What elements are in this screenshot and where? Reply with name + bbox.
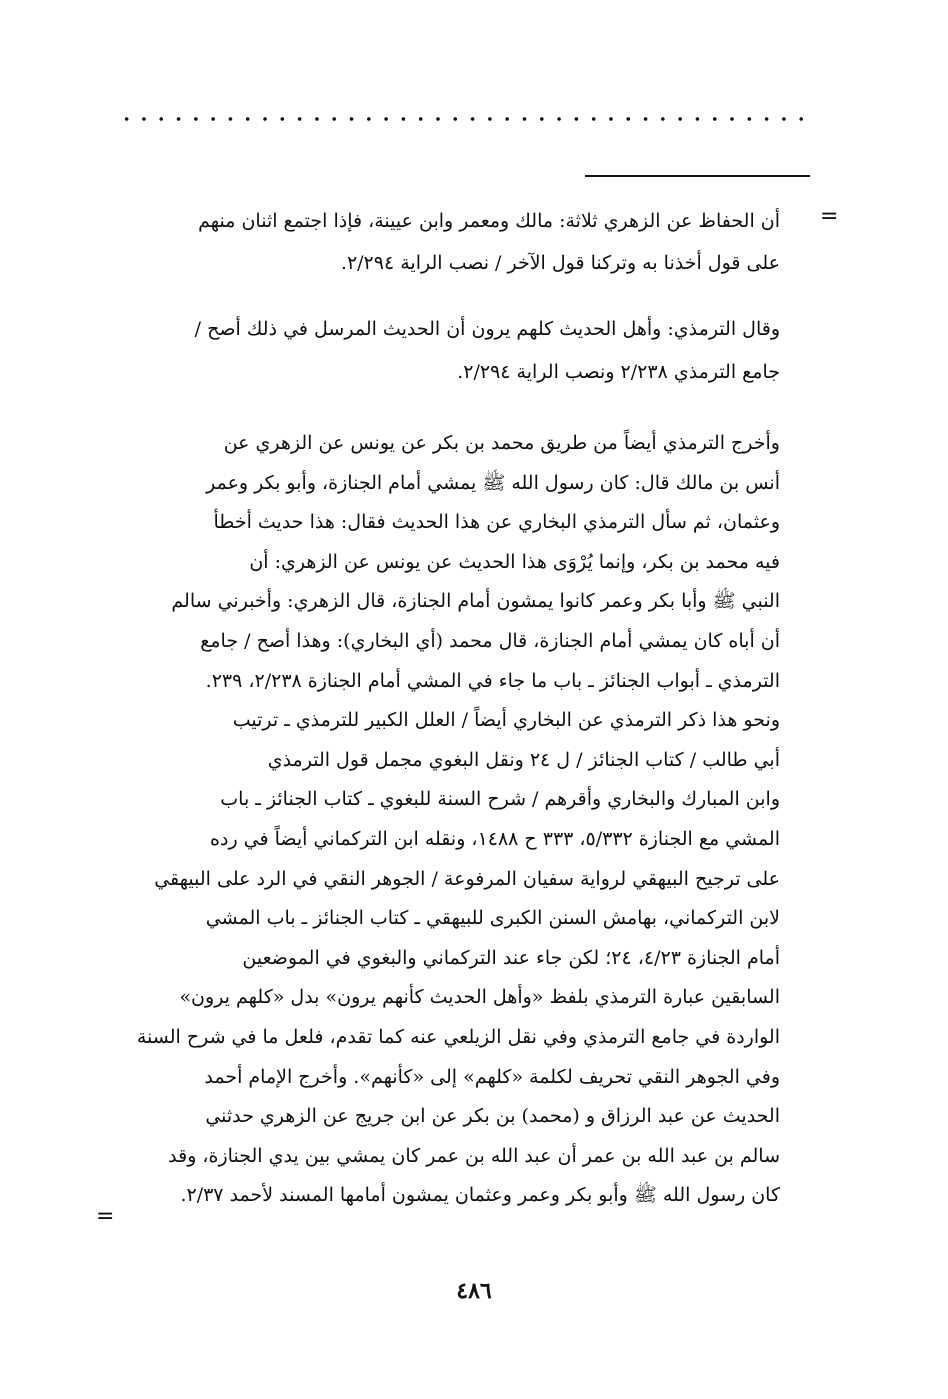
text-line: وفي الجوهر النقي تحريف لكلمة «كلهم» إلى «كأنهم». وأخرج الإمام أحمد — [204, 1065, 780, 1088]
text-line: وابن المبارك والبخاري وأقرهم / شرح السنة للبغوي ـ كتاب الجنائز ـ باب — [220, 788, 780, 811]
text-line: الواردة في جامع الترمذي وفي نقل الزيلعي عنه كما تقدم، فلعل ما في شرح السنة — [136, 1025, 780, 1048]
text-line: وعثمان، ثم سأل الترمذي البخاري عن هذا الحديث فقال: هذا حديث أخطأ — [213, 511, 780, 534]
text-line: على ترجيح البيهقي لرواية سفيان المرفوعة / الجوهر النقي في الرد على البيهقي — [154, 867, 780, 890]
text-line: المشي مع الجنازة ٥/٣٣٢، ٣٣٣ ح ١٤٨٨، ونقله ابن التركماني أيضاً في رده — [210, 827, 780, 850]
paragraph-1 — [120, 200, 780, 284]
text-line: الترمذي ـ أبواب الجنائز ـ باب ما جاء في المشي أمام الجنازة ٢/٢٣٨، ٢٣٩. — [205, 669, 780, 692]
text-line: أمام الجنازة ٤/٢٣، ٢٤؛ لكن جاء عند التركماني والبغوي في الموضعين — [242, 946, 780, 969]
text-line: كان رسول الله ﷺ وأبو بكر وعمر وعثمان يمشون أمامها المسند لأحمد ٢/٣٧. — [180, 1184, 780, 1207]
continuation-marker-bottom: = — [96, 1204, 115, 1229]
text-line: النبي ﷺ وأبا بكر وعمر كانوا يمشون أمام الجنازة، قال الزهري: وأخبرني سالم — [171, 590, 780, 613]
text-line: السابقين عبارة الترمذي بلفظ «وأهل الحديث كأنهم يرون» بدل «كلهم يرون» — [179, 986, 780, 1009]
text-line: جامع الترمذي ٢/٢٣٨ ونصب الراية ٢/٢٩٤. — [457, 361, 780, 383]
paragraph-3 — [120, 424, 780, 1216]
text-line: وأخرج الترمذي أيضاً من طريق محمد بن بكر عن يونس عن الزهري عن — [223, 432, 780, 454]
text-line: أن الحفاظ عن الزهري ثلاثة: مالك ومعمر وابن عيينة، فإذا اجتمع اثنان منهم — [198, 210, 780, 232]
paragraph-2 — [120, 308, 780, 394]
text-line: ونحو هذا ذكر الترمذي عن البخاري أيضاً / العلل الكبير للترمذي ـ ترتيب — [232, 709, 780, 732]
text-line: لابن التركماني، بهامش السنن الكبرى للبيهقي ـ كتاب الجنائز ـ باب المشي — [205, 907, 780, 930]
text-line: أن أباه كان يمشي أمام الجنازة، قال محمد (أي البخاري): وهذا أصح / جامع — [200, 629, 780, 652]
text-line: وقال الترمذي: وأهل الحديث كلهم يرون أن الحديث المرسل في ذلك أصح / — [194, 318, 780, 340]
footnote-rule — [585, 175, 810, 177]
text-line: الحديث عن عبد الرزاق و (محمد) بن بكر عن ابن جريج عن الزهري حدثني — [205, 1105, 780, 1128]
text-line: سالم بن عبد الله بن عمر أن عبد الله بن عمر كان يمشي بين يدي الجنازة، وقد — [168, 1144, 780, 1167]
text-line: فيه محمد بن بكر، وإنما يُرْوَى هذا الحديث عن يونس عن الزهري: أن — [249, 550, 780, 573]
text-line: أبي طالب / كتاب الجنائز / ل ٢٤ ونقل البغوي مجمل قول الترمذي — [267, 748, 780, 771]
continuation-marker-top: = — [820, 204, 839, 229]
page-number: ٤٨٦ — [456, 1278, 492, 1304]
text-line: على قول أخذنا به وتركنا قول الآخر / نصب الراية ٢/٢٩٤. — [340, 252, 780, 274]
text-line: أنس بن مالك قال: كان رسول الله ﷺ يمشي أمام الجنازة، وأبو بكر وعمر — [206, 471, 780, 494]
dotted-separator — [118, 112, 810, 126]
